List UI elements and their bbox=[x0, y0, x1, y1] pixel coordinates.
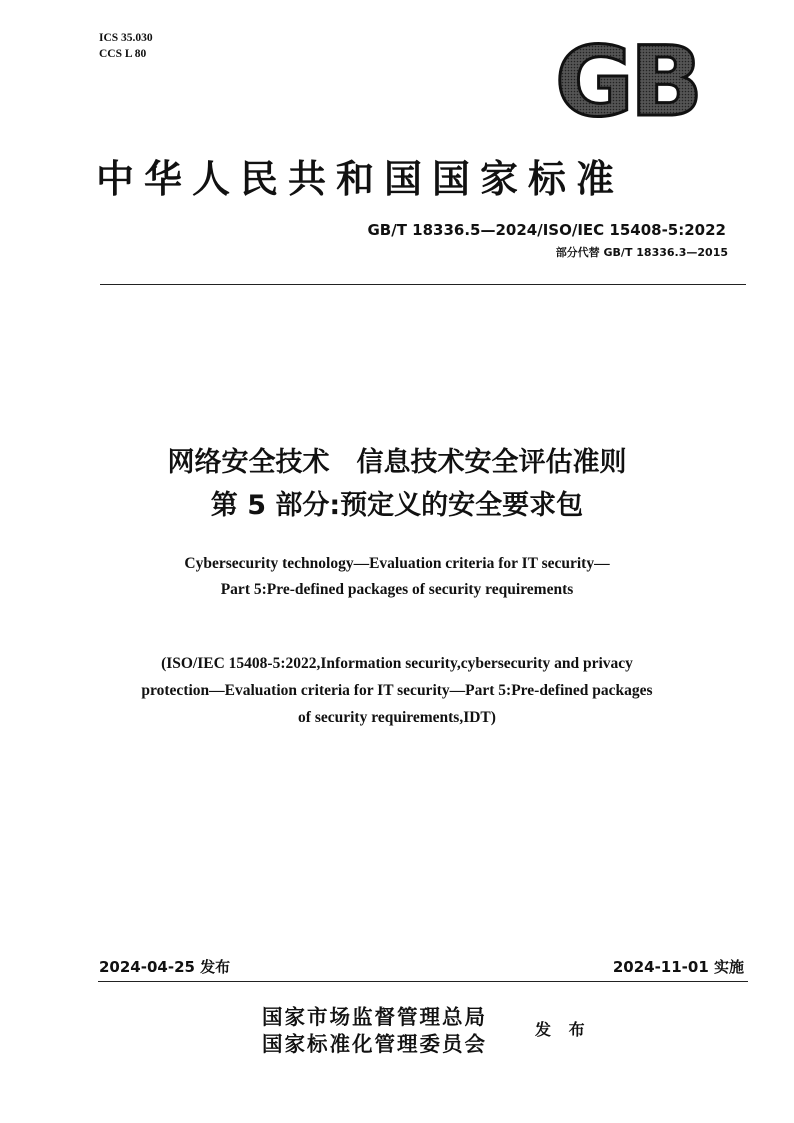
title-en-line1: Cybersecurity technology—Evaluation criteria for IT security— bbox=[184, 555, 610, 572]
iso-equivalent-line1: (ISO/IEC 15408-5:2022,Information security,cybersecurity and privacy bbox=[161, 655, 633, 672]
iso-equivalent-line3: of security requirements,IDT) bbox=[298, 709, 496, 726]
replaces-note: 部分代替 GB/T 18336.3—2015 bbox=[555, 246, 728, 259]
title-cn-line2: 第 5 部分:预定义的安全要求包 bbox=[210, 490, 584, 521]
issuer-samr: 国家市场监督管理总局 bbox=[262, 1005, 487, 1029]
gb-logo-text: GB bbox=[555, 33, 699, 127]
issuer-sac: 国家标准化管理委员会 bbox=[262, 1032, 487, 1056]
title-cn-line1: 网络安全技术 信息技术安全评估准则 bbox=[167, 447, 627, 478]
ics-code: ICS 35.030 bbox=[99, 32, 153, 44]
implementation-date: 2024-11-01 实施 bbox=[612, 958, 744, 976]
classification-codes bbox=[99, 30, 153, 62]
national-standard-title: 中华人民共和国国家标准 bbox=[96, 157, 625, 201]
iso-equivalent-line2: protection—Evaluation criteria for IT security—Part 5:Pre-defined packages bbox=[141, 682, 653, 699]
footer-divider bbox=[98, 981, 748, 982]
ccs-code: CCS L 80 bbox=[99, 48, 147, 60]
publish-label: 发 布 bbox=[535, 1020, 591, 1039]
issue-date: 2024-04-25 发布 bbox=[99, 958, 231, 976]
header-divider bbox=[100, 284, 746, 285]
gb-logo bbox=[552, 33, 702, 127]
standard-number: GB/T 18336.5—2024/ISO/IEC 15408-5:2022 bbox=[367, 221, 726, 239]
title-en-line2: Part 5:Pre-defined packages of security requirements bbox=[220, 581, 574, 598]
